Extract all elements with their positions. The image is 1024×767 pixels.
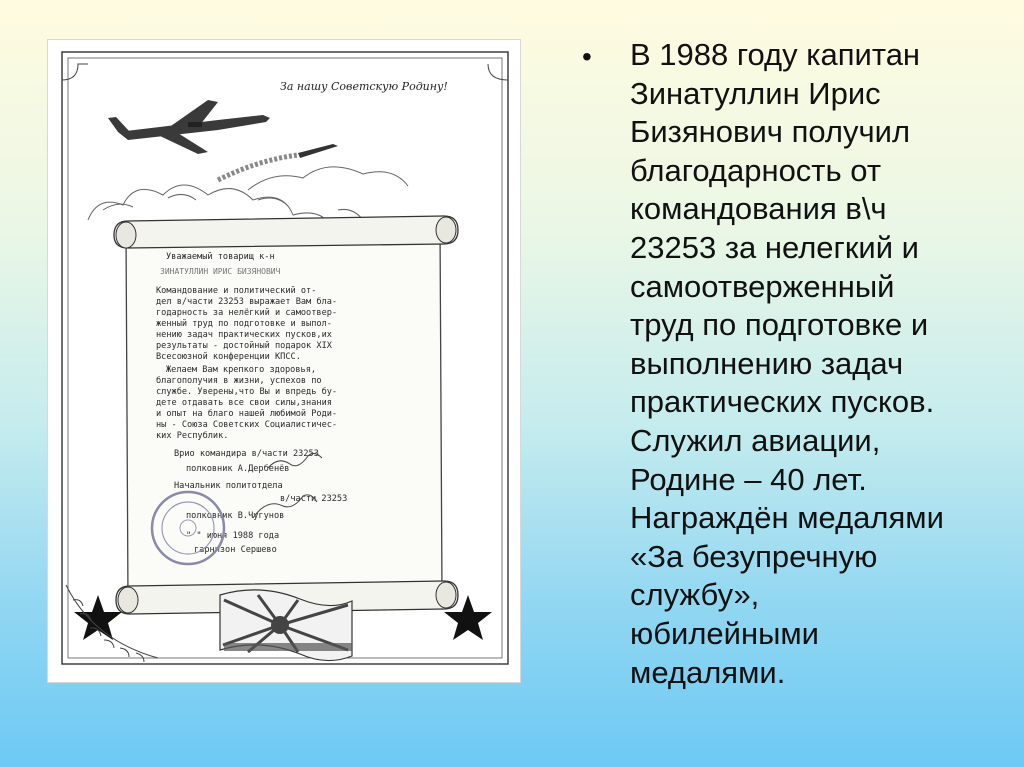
cert-line: ких Республик. — [156, 431, 229, 441]
bullet-line: юбилейными — [630, 615, 819, 651]
certificate-image — [48, 40, 520, 682]
cert-line: Командование и политический от- — [156, 286, 317, 296]
cert-line: службе. Уверены,что Вы и впредь бу- — [156, 387, 338, 397]
bullet-line: «За безупречную — [630, 538, 878, 574]
cert-line: ны - Союза Советских Социалистичес- — [156, 420, 338, 430]
cert-line: Желаем Вам крепкого здоровья, — [166, 365, 317, 375]
cert-line: Начальник политотдела — [174, 481, 283, 491]
bullet-line: 23253 за нелегкий и — [630, 229, 919, 265]
bullet-line: командования в\ч — [630, 191, 887, 227]
cert-line: годарность за нелёгкий и самоотвер- — [156, 308, 338, 318]
rocket-icon — [298, 144, 338, 158]
bullet-line: самоотверженный — [630, 268, 895, 304]
cert-line: полковник А.Дербенёв — [186, 464, 290, 474]
bullet-paragraph — [630, 36, 998, 692]
bullet-line: Награждён медалями — [630, 500, 944, 536]
corner-ornament-top — [62, 64, 508, 80]
cert-line: нению задач практических пусков,их — [156, 330, 332, 340]
rocket-trail — [218, 155, 298, 180]
bullet-line: благодарность от — [630, 152, 882, 188]
bullet-line: Служил авиации, — [630, 422, 881, 458]
cert-line: ЗИНАТУЛЛИН ИРИС БИЗЯНОВИЧ — [160, 267, 281, 276]
cert-line: результаты - достойный подарок XIX — [156, 341, 332, 351]
cert-line: дел в/части 23253 выражает Вам бла- — [156, 297, 338, 307]
bullet-line: труд по подготовке и — [630, 307, 929, 343]
cert-line: и опыт на благо нашей любимой Роди- — [156, 409, 338, 419]
cert-line: дете отдавать все свои силы,знания — [156, 398, 332, 408]
airplane-icon — [108, 100, 270, 154]
certificate-illustration — [48, 40, 520, 682]
cert-line: Врио командира в/части 23253 — [174, 449, 319, 459]
slogan-text: За нашу Советскую Родину! — [280, 80, 448, 93]
cert-line: благополучия в жизни, успехов по — [156, 376, 322, 386]
bullet-line: Родине – 40 лет. — [630, 461, 867, 497]
cert-line: Всесоюзной конференции КПСС. — [156, 352, 301, 362]
bullet-line: практических пусков. — [630, 384, 935, 420]
bullet-line: Зинатуллин Ирис — [630, 75, 881, 111]
bullet-marker: • — [582, 41, 592, 72]
bullet-line: медалями. — [630, 654, 786, 690]
cert-line: " " июня 1988 года — [186, 531, 280, 541]
bullet-text-block — [582, 36, 998, 692]
bullet-line: выполнению задач — [630, 345, 904, 381]
cert-line: гарнизон Сершево — [194, 545, 277, 555]
cert-line: в/части 23253 — [280, 494, 348, 504]
bullet-line: Бизянович получил — [630, 114, 911, 150]
bullet-line: В 1988 году капитан — [630, 37, 921, 72]
cert-line: Уважаемый товарищ к-н — [166, 252, 275, 262]
cert-line: полковник В.Чугунов — [186, 511, 285, 521]
bullet-line: службу», — [630, 577, 760, 613]
cert-line: женный труд по подготовке и выпол- — [156, 319, 332, 329]
